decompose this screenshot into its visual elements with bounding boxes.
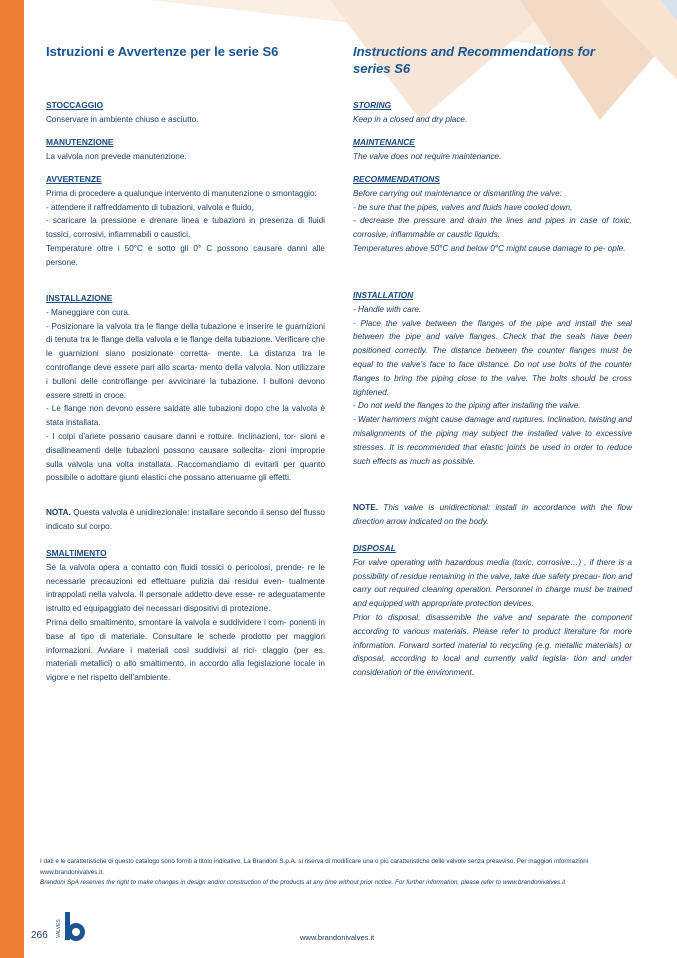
section-text: Before carrying out maintenance or dismantling the valve: — [353, 188, 562, 198]
english-title: Instructions and Recommendations for series S6 — [353, 44, 595, 76]
section-text: - attendere il raffreddamento di tubazioni, valvola e fluido, — [46, 202, 254, 212]
section-installazione — [46, 292, 325, 485]
note-english — [353, 501, 632, 529]
brandoni-logo-icon — [54, 908, 90, 944]
section-storing — [353, 99, 632, 127]
section-text: Temperature oltre i 50°C e sotto gli 0° C possono causare danni alle persone. — [46, 243, 325, 267]
section-disposal — [353, 542, 632, 680]
section-text: Prior to disposal, disassemble the valve and separate the component according to various materials. Please refer to product literature for more information. Forward sorted material to recycling (e.g. metallic materials) or disposal, according to local and currently valid legisla- tion and under consideration of the environment. — [353, 612, 632, 678]
section-heading: RECOMMENDATIONS — [353, 174, 440, 184]
section-maintenance — [353, 136, 632, 164]
section-text: Prima dello smaltimento, smontare la valvola e suddividere i com- ponenti in base al tipo di materiale. Consultare le schede prodotto per maggiori informazioni. Avviare i materiali così suddivisi al rici- claggio (per es. materiali metallici) o allo smaltimento, in accordo alla legislazione locale in vigore e nel rispetto dell’ambiente. — [46, 617, 325, 683]
section-heading: DISPOSAL — [353, 543, 396, 553]
footer-disclaimer-english: Brandoni SpA reserves the right to make changes in design and/or construction of the products at any time without prior notice. For further information, please refer to www.brandonivalves.it — [40, 879, 566, 886]
section-text: - Posizionare la valvola tra le flange della tubazione e inserire le guarnizioni di tenuta tra le flange della valvola e le flange della tubazione. Verificare che le guarnizioni siano posizionate corretta- mente. La distanza tra le controflange deve essere pari allo scarta- mento della valvola. Non utilizzare i bulloni delle controflange per avvicinare la tubazione. I bulloni devono essere stretti in croce. — [46, 321, 325, 400]
section-manutenzione — [46, 136, 325, 164]
section-text: - scaricare la pressione e drenare linea e tubazioni in presenza di fluidi tossici, corrosivi, infiammabili o caustici. — [46, 216, 325, 240]
section-text: La valvola non prevede manutenzione. — [46, 151, 187, 161]
section-text: - Do not weld the flanges to the piping after installing the valve. — [353, 401, 581, 411]
section-text: - be sure that the pipes, valves and fluids have cooled down, — [353, 202, 573, 212]
section-avvertenze — [46, 173, 325, 270]
section-text: - decrease the pressure and drain the lines and pipes in case of toxic, corrosive, inflammable or caustic liquids. — [353, 216, 632, 240]
section-text: Se la valvola opera a contatto con fluidi tossici o pericolosi, prende- re le necessarie precauzioni ed effettuare pulizia dai residui even- tualmente intrappolati nella valvola. Il personale addetto deve esse- re adeguatamente istruito ed equipaggiato dei necessari dispositivi di protezione. — [46, 562, 325, 614]
section-text: - Maneggiare con cura. — [46, 307, 131, 317]
section-text: The valve does not require maintenance. — [353, 151, 502, 161]
website-link[interactable]: www.brandonivalves.it — [300, 933, 375, 942]
section-heading: MANUTENZIONE — [46, 137, 114, 147]
section-heading: INSTALLATION — [353, 290, 414, 300]
section-text: - Handle with care. — [353, 304, 422, 314]
note-text: Questa valvola è unidirezionale: installare secondo il senso del flusso indicato sul corpo. — [46, 508, 325, 531]
section-installation — [353, 289, 632, 468]
section-text: - Water hammers might cause damage and ruptures. Inclination, twisting and misalignments of the piping may subject the installed valve to excessive stresses. It is recommended that elastic joints be used in order to reduce such effects as much as possible. — [353, 415, 632, 466]
section-smaltimento — [46, 547, 325, 685]
note-label: NOTE. — [353, 503, 379, 512]
section-heading: INSTALLAZIONE — [46, 293, 113, 303]
section-heading: STOCCAGGIO — [46, 100, 104, 110]
section-text: - Place the valve between the flanges of the pipe and install the seal between the pipe and valve flanges. Check that the seals have been positioned correctly. The distance between the counter flanges must be equal to the valve’s face to face distance. Do not use bolts of the counter flanges to bring the piping close to the valve. The bolts should be cross tightened. — [353, 318, 632, 397]
section-text: - Le flange non devono essere saldate alle tubazioni dopo che la valvola è stata installata. — [46, 404, 325, 428]
note-italian — [46, 506, 325, 534]
section-recommendations — [353, 173, 632, 256]
note-label: NOTA. — [46, 508, 71, 517]
section-text: Keep in a closed and dry place. — [353, 114, 468, 124]
section-text: - I colpi d’ariete possano causare danni e rotture. Inclinazioni, tor- sioni e disallineamenti delle tubazioni possono causare sollecita- zioni improprie sulla valvola una volta installata. Raccomandiamo di evitarli per quanto possibile o adottare giunti elastici che possano attenuarne gli effetti. — [46, 431, 325, 483]
section-heading: STORING — [353, 100, 392, 110]
logo-text: VALVES — [56, 919, 62, 938]
section-heading: SMALTIMENTO — [46, 548, 107, 558]
footer-disclaimer-italian: I dati e le caratteristiche di questo catalogo sono forniti a titolo indicativo. La Brandoni S.p.A. si riserva di modificare una o più caratteristiche delle valvole senza preavviso. Per maggiori informazioni www.brandonivalves.it. — [40, 858, 589, 876]
section-text: Temperatures above 50°C and below 0°C might cause damage to pe- ople. — [353, 243, 626, 253]
note-text: This valve is unidirectional: install in accordance with the flow direction arrow indicated on the body. — [353, 503, 632, 526]
italian-title: Istruzioni e Avvertenze per le serie S6 — [46, 44, 279, 59]
page-number: 266 — [31, 930, 48, 941]
section-text: Conservare in ambiente chiuso e asciutto. — [46, 114, 199, 124]
section-text: For valve operating with hazardous media (toxic, corrosive…) , if there is a possibility of residue remaining in the valve, take due safety precau- tion and carry out required cleaning operation. Personnel in charge must be trained and equipped with appropriate protection devices. — [353, 557, 632, 609]
section-stoccaggio — [46, 99, 325, 127]
section-heading: AVVERTENZE — [46, 174, 102, 184]
section-heading: MAINTENANCE — [353, 137, 415, 147]
section-text: Prima di procedere a qualunque intervento di manutenzione o smontaggio: — [46, 188, 317, 198]
